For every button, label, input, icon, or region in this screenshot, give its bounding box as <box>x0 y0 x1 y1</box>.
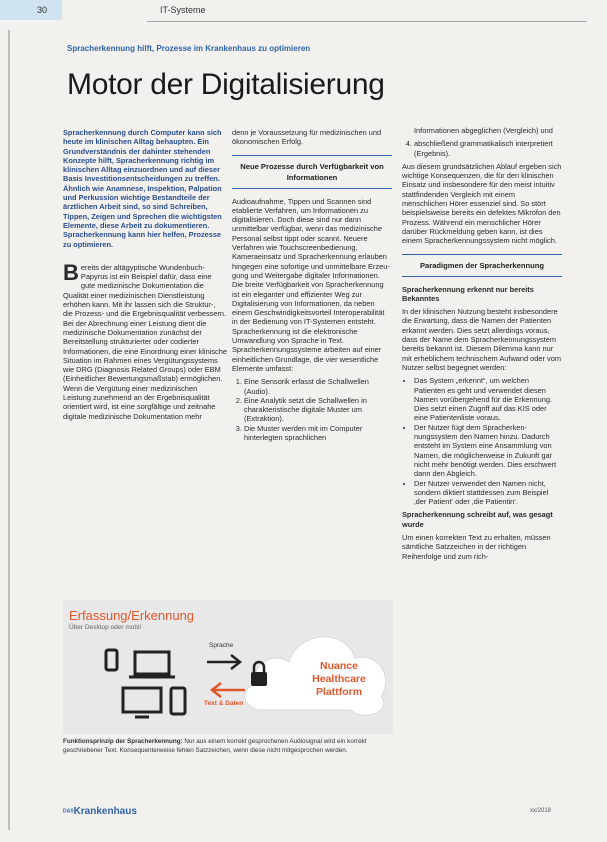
page-edge <box>8 30 10 830</box>
figure-caption <box>63 737 393 755</box>
magazine-logo <box>63 806 137 817</box>
issue-number: xx/2018 <box>530 808 552 814</box>
article-lead: Spracherkennung durch Computer kann sich heute im klinischen Alltag behaupten. Ein Grundverständnis der dahinter stehenden Konzepte hilft, Spracherkennung richtig im klinischen Alltag einzuordnen und auf dieser Basis Investitionsentscheidungen zu treffen. Ähnlich wie Anamnese, Inspektion, Palpation und Perkussion wichtige Bestandteile der ärztlichen Arbeit sind, so sind Schreiben, Tippen, Zeigen und Sprechen die wichtigsten Elemente, diese Arbeit zu dokumentieren. Spracherkennung kann hier helfen, Prozesse zu optimieren. <box>63 128 222 249</box>
column-2 <box>232 128 392 446</box>
page-header <box>0 0 607 22</box>
minihead-known: Spracherkennung erkennt nur bereits Bekanntes <box>402 284 534 303</box>
speech-recognition-figure <box>63 600 393 734</box>
elements-list <box>232 377 392 442</box>
figure-title: Erfassung/Erkennung <box>69 608 195 623</box>
page-number: 30 <box>37 5 48 15</box>
list-item: • Der Nutzer fügt dem Spracherkennungssystem den Namen hinzu. Dadurch entsteht im System eine Ansammlung von Namen, die möglicherweise in Zukunft gar nicht mehr benötigt werden. Dies erschwert dann den Abgleich. <box>414 423 562 479</box>
list-item: • Der Nutzer verwendet den Namen nicht, sondern diktiert stattdessen zum Beispiel ‚der Patient‘ oder ‚die Patientin‘. <box>414 479 562 507</box>
list-continuation: Informationen abgeglichen (Vergleich) und <box>414 126 553 135</box>
bullet-list <box>402 376 562 506</box>
list-item: 1. Eine Sensorik erfasst die Schallwellen (Audio). <box>244 377 392 396</box>
text-arrow-icon <box>212 683 245 697</box>
laptop-icon <box>135 652 169 674</box>
body-text-1: ereits der altägyptische Wundenbuch-Papyrus ist ein Beispiel dafür, dass eine gute medizinische Dokumentation die Qualität einer medizinischen Dienstleistung erhöhen kann. Mit ihr lassen sich die Struktur-, die Prozess- und die Ergebnisqualität verbessern. Bei der Abrechnung einer Leistung dient die medizinische Dokumentation zunächst der Bereitstellung strukturierter oder codierter Informationen, die eine Einordnung einer klinische Situation im Rahmen eines Vergütungssystems wie DRG (Diagnosis Related Groups) oder EBM (Einheitlicher Bewertungsmaßstab) ermöglichen. Wenn die Vergütung einer medizinischen Leistung zunehmend an der Ergebnisqualität orientiert wird, ist eine sorgfältige und zeitnahe digitale medizinische Dokumentation mehr <box>63 262 227 421</box>
cloud-label: Nuance Healthcare Plattform <box>312 660 366 698</box>
list-item: 3. Die Muster werden mit im Computer hinterlegten sprachlichen <box>244 424 392 443</box>
column-3 <box>402 126 562 565</box>
drop-cap: B <box>63 259 79 285</box>
list-item: 4. abschließend grammatikalisch interpretiert (Ergebnis). <box>414 139 562 158</box>
arrow-label-text: Text & Daten <box>204 700 244 707</box>
body-paragraph-1 <box>63 259 227 421</box>
tablet-icon <box>171 688 185 714</box>
figure-subtitle: Über Desktop oder mobil <box>69 624 141 631</box>
section-name: IT-Systeme <box>160 5 206 15</box>
caption-lead: Funktionsprinzip der Spracherkennung: <box>63 738 183 745</box>
list-item: • Das System „erkennt“, um welchen Patienten es geht und verwendet diesen Namen vorübergehend für die Erkennung. Dies setzt einen Zugriff auf das KIS oder eine Patientenliste voraus. <box>414 376 562 422</box>
devices-icon <box>106 650 185 717</box>
logo-prefix: DAS <box>63 808 74 815</box>
logo-text: Krankenhaus <box>73 806 137 817</box>
minihead-writes: Spracherkennung schreibt auf, was gesagt wurde <box>402 510 553 529</box>
article-title: Motor der Digitalisierung <box>67 68 385 101</box>
page-tab <box>0 0 62 20</box>
header-rule <box>147 21 587 22</box>
caption-text: Nur aus einem korrekt gesprochenen Audiosignal wird ein korrekt geschriebener Text. Konsequenterweise fehlen Satzzeichen, wenn diese nicht mitgesprochen werden. <box>63 738 367 754</box>
article-kicker: Spracherkennung hilft, Prozesse im Krankenhaus zu optimieren <box>67 44 311 53</box>
subheading-new-processes: Neue Prozesse durch Verfügbarkeit von Informationen <box>232 155 392 189</box>
body-paragraph-3: Audioaufnahme, Tippen und Scannen sind etablierte Verfahren, um Informationen zu digitalisieren. Doch diese sind nur dann unmittelbar verfügbar, wenn das medizinische Personal selbst tippt oder scannt. Neuere Verfahren wie Touchscreenbedienung, Kameraeinsatz und Spracherkennung erlauben hingegen eine sofortige und unmittelbare Erzeugung und Weitergabe digitaler Informationen. Die breite Verfügbarkeit von Spracherkennung ist ein eleganter und effizienter Weg zur Digitalisierung von Informationen, da neben einem Geschwindigkeitsvorteil Interoperabilität in der Bedienung von IT-Systemen entsteht. Spracherkennung ist die elektronische Umwandlung von Sprache in Text. Spracherkennungssysteme arbeiten auf einer einheitlichen Grundlage, die vier wesentliche Elemente umfasst: <box>232 196 390 373</box>
subheading-paradigms: Paradigmen der Spracherkennung <box>402 254 562 277</box>
body-paragraph-5: In der klinischen Nutzung besteht insbesondere die Erwartung, dass die Namen der Patienten erkannt werden. Dies setzt allerdings voraus, dass der Name dem Spracherkennungssystem bereits bekannt ist. Diesem Dilemma kann nur mit erheblichem technischem Aufwand oder vom Nutzer selbst begegnet werden: <box>402 307 561 372</box>
arrow-label-speech: Sprache <box>209 642 234 649</box>
column-1 <box>63 128 227 425</box>
body-paragraph-6: Um einen korrekten Text zu erhalten, müssen sämtliche Satzzeichen in der richtigen Reihenfolge und zum rich- <box>402 532 551 561</box>
elements-list-cont <box>402 139 562 158</box>
monitor-icon <box>123 688 161 712</box>
body-paragraph-2: denn je Voraussetzung für medizinischen und ökonomischen Erfolg. <box>232 128 382 147</box>
list-item: 2. Eine Analytik setzt die Schallwellen in charakteristische digitale Muster um (Extraktion). <box>244 396 392 424</box>
body-paragraph-4: Aus diesem grundsätzlichen Ablauf ergeben sich wichtige Konsequenzen, die für den klinischen Einsatz und insbesondere für den meist intuitiv stattfindenden Vergleich mit einem menschlichen Hörer essenziel sind. So stört beispielsweise bereits ein defektes Mikrofon den Prozess. Während ein menschlicher Hörer darüber Rückmeldung geben kann, ist dies einem Spracherkennungssystem nicht möglich. <box>402 161 562 246</box>
phone-icon <box>106 650 117 670</box>
speech-arrow-icon <box>207 655 240 669</box>
